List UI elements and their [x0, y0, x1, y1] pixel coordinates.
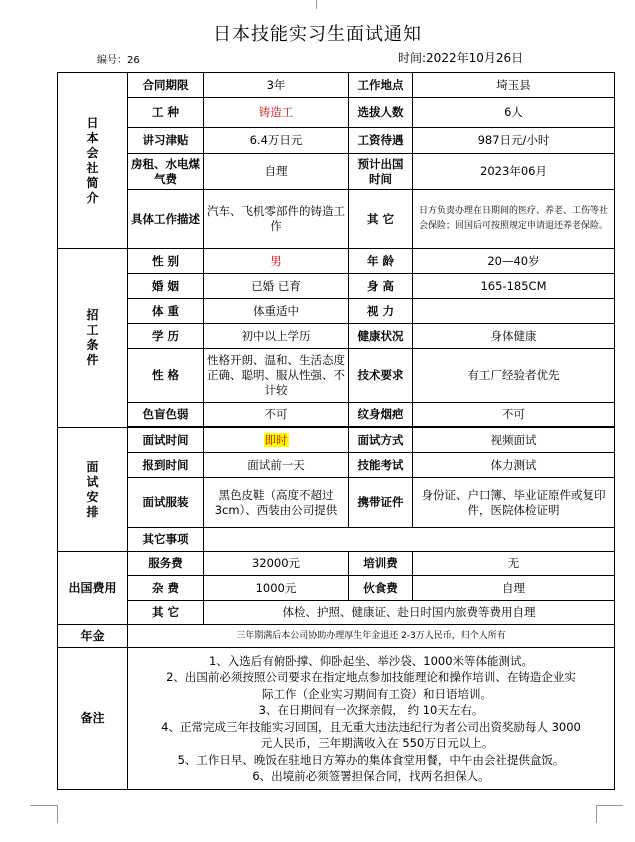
document-title: 日本技能实习生面试通知	[213, 24, 422, 45]
label-location: 工作地点	[349, 73, 413, 98]
note-item: 4、正常完成三年技能实习回国，且无重大违法违纪行为者公司出资奖励每人 3000	[161, 719, 581, 734]
label-character: 性 格	[128, 349, 204, 403]
value-gender: 男	[204, 249, 349, 274]
value-depart: 2023年06月	[413, 154, 615, 190]
value-interview-mode: 视频面试	[413, 428, 615, 453]
note-item-continued: 际工作（企业实习期间有工资）和日语培训。	[262, 686, 492, 701]
label-rent: 房租、水电煤气费	[128, 154, 204, 190]
section-interview: 面 试 安 排	[58, 428, 128, 552]
value-education: 初中以上学历	[204, 324, 349, 349]
value-contract: 3年	[204, 73, 349, 98]
value-height: 165-185CM	[413, 274, 615, 299]
note-item: 3、在日期间有一次探亲假， 约 10天左右。	[258, 703, 484, 717]
value-skill-exam: 体力测试	[413, 453, 615, 478]
label-color-blind: 色盲色弱	[128, 403, 204, 427]
value-age: 20—40岁	[413, 249, 615, 274]
label-interview-mode: 面试方式	[349, 428, 413, 453]
label-documents: 携带证件	[349, 478, 413, 528]
value-rent: 自理	[204, 154, 349, 190]
label-count: 选拔人数	[349, 98, 413, 128]
value-character: 性格开朗、温和、生活态度正确、聪明、服从性强、不计较	[204, 349, 349, 403]
value-wage: 987日元/小时	[413, 128, 615, 154]
value-location: 埼玉县	[413, 73, 615, 98]
note-item: 6、出境前必须签署担保合同，找两名担保人。	[252, 769, 490, 783]
label-food-fee: 伙食费	[349, 576, 413, 601]
notice-table	[57, 72, 615, 790]
label-gender: 性 别	[128, 249, 204, 274]
value-fees-other: 体检、护照、健康证、赴日时国内旅费等费用自理	[204, 601, 615, 625]
note-item-continued: 元人民币，三年期满收入在 550万日元以上。	[260, 736, 494, 750]
value-interview-time: 即时	[264, 432, 288, 447]
label-depart: 预计出国时间	[349, 154, 413, 190]
value-pension: 三年期满后本公司协助办理厚生年金退还 2-3万人民币，归个人所有	[128, 625, 615, 648]
section-company: 日 本 会 社 简 介	[58, 73, 128, 249]
label-fees-other: 其 它	[128, 601, 204, 625]
value-misc	[204, 528, 615, 552]
value-food-fee: 自理	[413, 576, 615, 601]
label-service-fee: 服务费	[128, 552, 204, 576]
crop-mark-bottom-left-v	[57, 805, 58, 823]
section-notes: 备注	[58, 648, 128, 790]
value-misc-fee: 1000元	[204, 576, 349, 601]
note-item: 5、工作日早、晚饭在驻地日方筹办的集体食堂用餐，中午由会社提供盒饭。	[177, 752, 565, 767]
label-height: 身 高	[349, 274, 413, 299]
label-marriage: 婚 姻	[128, 274, 204, 299]
section-fees: 出国费用	[58, 552, 128, 625]
value-job: 铸造工	[204, 98, 349, 128]
value-count: 6人	[413, 98, 615, 128]
label-misc: 其它事项	[128, 528, 204, 552]
label-skill-exam: 技能考试	[349, 453, 413, 478]
label-vision: 视 力	[349, 299, 413, 324]
label-training-fee: 培训费	[349, 552, 413, 576]
label-company-other: 其 它	[349, 190, 413, 249]
value-weight: 体重适中	[204, 299, 349, 324]
label-interview-time: 面试时间	[128, 428, 204, 453]
label-contract: 合同期限	[128, 73, 204, 98]
note-item: 1、入选后有俯卧撑、仰卧起坐、举沙袋、1000米等体能测试。	[208, 653, 534, 668]
label-dress: 面试服装	[128, 478, 204, 528]
crop-mark-top	[316, 0, 317, 9]
value-report-time: 面试前一天	[204, 453, 349, 478]
label-job: 工 种	[128, 98, 204, 128]
value-interview-time-cell	[204, 428, 349, 453]
value-color-blind: 不可	[204, 403, 349, 427]
notes-list	[128, 648, 615, 790]
value-company-other: 日方负责办理在日期间的医疗、养老、工伤等社会保险；回国后可按照规定申请退还养老保险。	[413, 190, 615, 249]
label-report-time: 报到时间	[128, 453, 204, 478]
document-number: 编号：26	[97, 55, 140, 66]
label-age: 年 龄	[349, 249, 413, 274]
document-date: 时间:2022年10月26日	[398, 51, 524, 65]
value-allowance: 6.4万日元	[204, 128, 349, 154]
label-education: 学 历	[128, 324, 204, 349]
note-item: 2、出国前必须按照公司要求在指定地点参加技能理论和操作培训、在铸造企业实	[166, 670, 576, 684]
value-dress: 黑色皮鞋（高度不超过3cm）、西装由公司提供	[204, 478, 349, 528]
crop-mark-bottom-right-v	[596, 805, 597, 823]
value-documents: 身份证、户口簿、毕业证原件或复印件，医院体检证明	[413, 478, 615, 528]
value-description: 汽车、飞机零部件的铸造工作	[204, 190, 349, 249]
label-health: 健康状况	[349, 324, 413, 349]
crop-mark-bottom-right-h	[596, 805, 623, 806]
label-weight: 体 重	[128, 299, 204, 324]
value-training-fee: 无	[413, 552, 615, 576]
label-description: 具体工作描述	[128, 190, 204, 249]
section-recruit: 招 工 条 件	[58, 249, 128, 428]
label-tattoo: 纹身烟疤	[349, 403, 413, 427]
crop-mark-bottom-left-h	[30, 805, 57, 806]
value-health: 身体健康	[413, 324, 615, 349]
label-misc-fee: 杂 费	[128, 576, 204, 601]
value-skill: 有工厂经验者优先	[413, 349, 615, 403]
value-tattoo: 不可	[413, 403, 615, 427]
label-wage: 工资待遇	[349, 128, 413, 154]
section-pension: 年金	[58, 625, 128, 648]
label-skill: 技术要求	[349, 349, 413, 403]
value-vision	[413, 299, 615, 324]
value-marriage: 已婚 已育	[204, 274, 349, 299]
label-allowance: 讲习津贴	[128, 128, 204, 154]
value-service-fee: 32000元	[204, 552, 349, 576]
